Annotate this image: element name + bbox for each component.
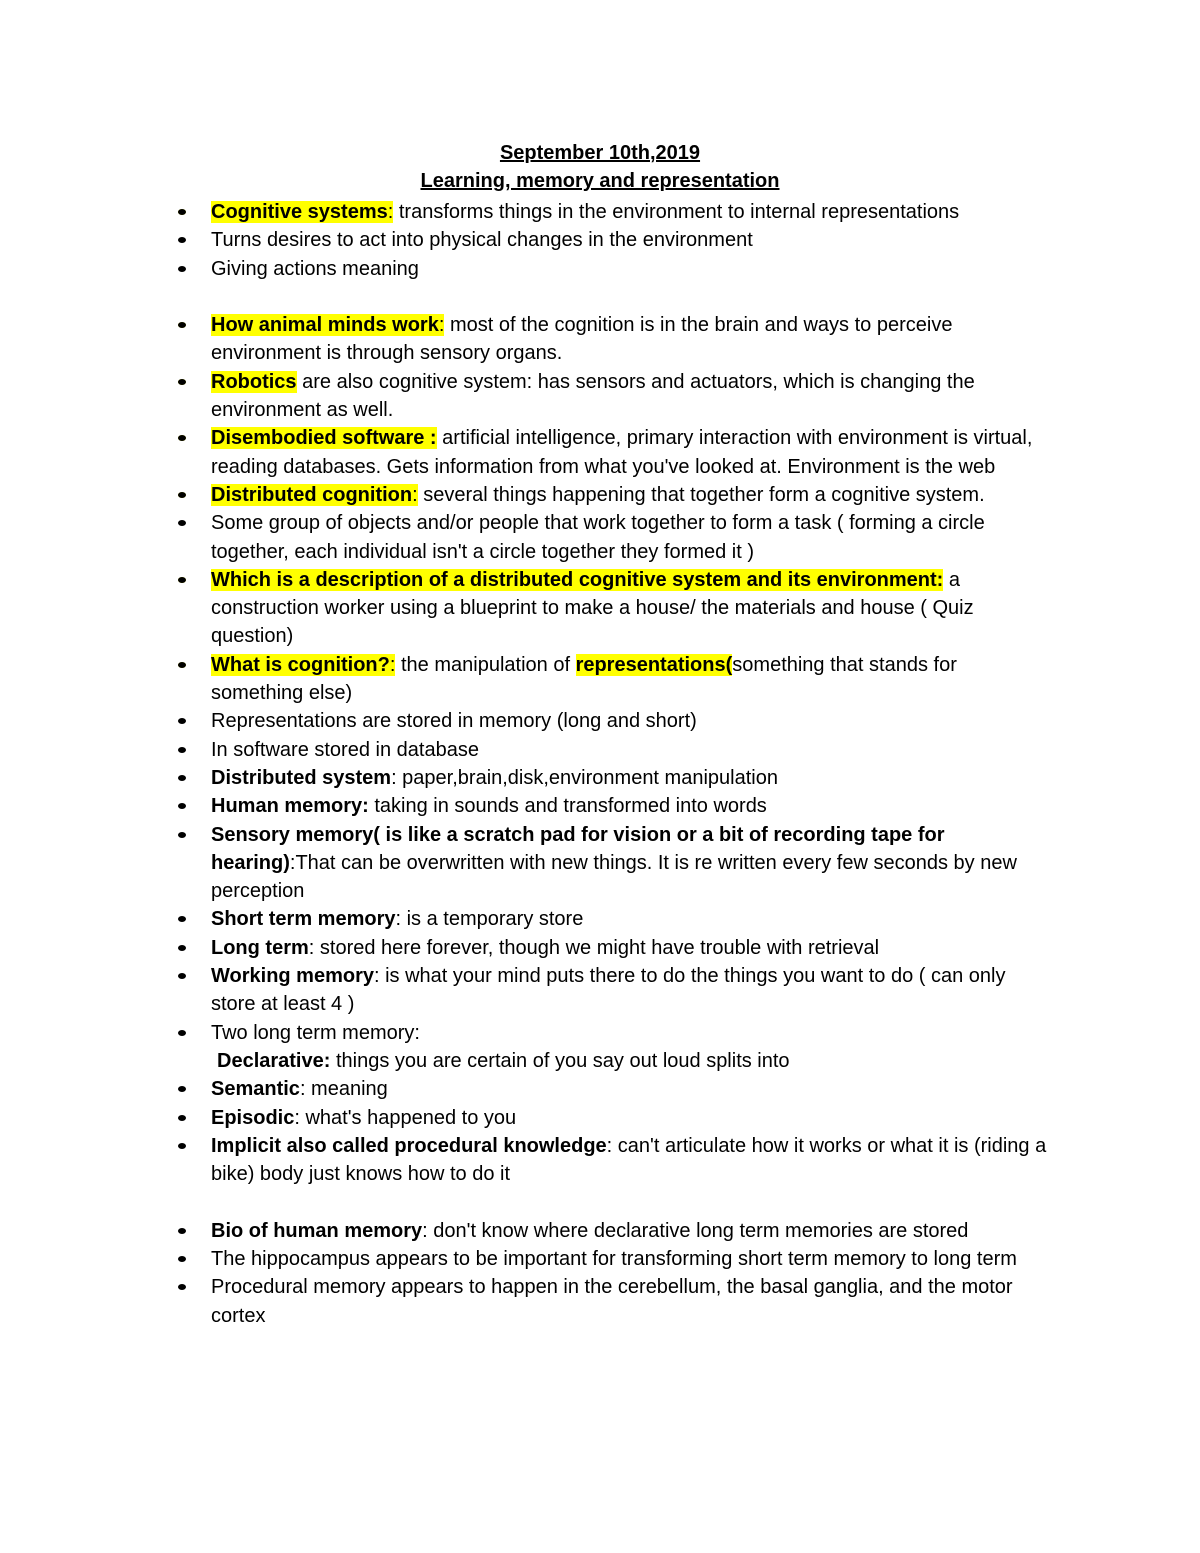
list-item (0, 481, 1200, 509)
list-item (0, 255, 1200, 283)
item-text: : don't know where declarative long term memories are stored (422, 1219, 969, 1242)
bullet-icon (178, 577, 186, 583)
item-text: several things happening that together form a cognitive system. (417, 483, 985, 506)
list-item (0, 962, 1200, 1019)
term-working-memory: Working memory (211, 965, 374, 988)
list-item (0, 792, 1200, 820)
term-separator: : (438, 314, 445, 337)
item-text: Representations are stored in memory (long and short) (211, 710, 697, 733)
bullet-icon (178, 775, 186, 781)
term-sensory-memory: Sensory memory( is like a scratch pad for vision or a bit of recording tape for hearing) (211, 823, 945, 874)
item-text: : meaning (299, 1078, 388, 1101)
bullet-icon (178, 1143, 186, 1149)
bullet-icon (178, 718, 186, 724)
spacer (0, 1188, 1200, 1216)
bullet-icon (178, 1086, 186, 1092)
term-implicit: Implicit also called procedural knowledge (211, 1134, 607, 1157)
bullet-icon (178, 916, 186, 922)
list-item (0, 1245, 1200, 1273)
item-text: the manipulation of (395, 653, 576, 676)
term-robotics: Robotics (211, 370, 297, 393)
item-text: In software stored in database (211, 738, 479, 761)
item-text: : paper,brain,disk,environment manipulation (391, 766, 778, 789)
list-item (0, 736, 1200, 764)
bullet-icon (178, 237, 186, 243)
item-text: artificial intelligence, primary interaction with environment is virtual, reading databases. Gets information from what you've looked at. Environment is the web (211, 427, 1033, 478)
term-distributed-system: Distributed system (211, 766, 392, 789)
list-item (0, 1217, 1200, 1245)
list-item (0, 226, 1200, 254)
bullet-icon (178, 435, 186, 441)
term-representations: representations( (575, 653, 733, 676)
item-text: a construction worker using a blueprint to make a house/ the materials and house ( Quiz question) (211, 568, 974, 648)
bullet-icon (178, 803, 186, 809)
bullet-icon (178, 1256, 186, 1262)
document-title: Learning, memory and representation (420, 170, 780, 192)
list-item (0, 311, 1200, 368)
list-item-unbulleted (0, 1047, 1200, 1075)
item-text: : what's happened to you (294, 1106, 517, 1129)
bullet-icon (178, 747, 186, 753)
item-text: Two long term memory: (211, 1021, 420, 1044)
list-item (0, 566, 1200, 651)
term-human-memory: Human memory: (211, 795, 369, 818)
item-text: Giving actions meaning (211, 257, 419, 280)
term-quiz-question: Which is a description of a distributed cognitive system and its environment: (211, 568, 944, 591)
bullet-icon (178, 379, 186, 385)
list-item (0, 934, 1200, 962)
list-item (0, 198, 1200, 226)
item-text: transforms things in the environment to internal representations (393, 201, 960, 223)
bullet-icon (178, 973, 186, 979)
term-episodic: Episodic (211, 1106, 295, 1129)
item-text: : can't articulate how it works or what it is (riding a bike) body just knows how to do it (211, 1134, 1047, 1186)
term-how-animal-minds-work: How animal minds work (211, 314, 439, 337)
bullet-icon (178, 322, 186, 328)
list-item (0, 764, 1200, 792)
item-text: :That can be overwritten with new things. It is re written every few seconds by new perception (211, 851, 1017, 903)
bullet-icon (178, 492, 186, 498)
bullet-icon (178, 1284, 186, 1290)
document-date: September 10th,2019 (499, 142, 701, 164)
list-item (0, 368, 1200, 425)
spacer (0, 283, 1200, 311)
term-separator: : (412, 483, 418, 506)
bullet-icon (178, 209, 186, 215)
list-item (0, 509, 1200, 566)
term-declarative: Declarative: (217, 1049, 331, 1072)
term-cognitive-systems: Cognitive systems (211, 201, 388, 223)
notes-list (0, 198, 1200, 1330)
bullet-icon (178, 662, 186, 668)
item-text: things you are certain of you say out loud splits into (330, 1049, 790, 1072)
item-text: Turns desires to act into physical changes in the environment (211, 229, 753, 252)
list-item (0, 707, 1200, 735)
list-item (0, 1075, 1200, 1103)
item-text: Some group of objects and/or people that work together to form a task ( forming a circle together, each individual isn't a circle together they formed it ) (211, 512, 985, 563)
item-text: : is what your mind puts there to do the things you want to do ( can only store at least 4 ) (211, 965, 1006, 1016)
term-bio-of-human-memory: Bio of human memory (211, 1219, 423, 1242)
item-text: The hippocampus appears to be important for transforming short term memory to long term (211, 1247, 1017, 1270)
item-text: Procedural memory appears to happen in the cerebellum, the basal ganglia, and the motor cortex (211, 1276, 1013, 1327)
term-distributed-cognition: Distributed cognition (211, 483, 413, 506)
term-short-term-memory: Short term memory (211, 908, 396, 931)
list-item (0, 651, 1200, 708)
term-separator: : (387, 201, 394, 223)
item-text: : stored here forever, though we might have trouble with retrieval (308, 936, 880, 959)
item-text: most of the cognition is in the brain and ways to perceive environment is through sensory organs. (211, 314, 953, 365)
bullet-icon (178, 520, 186, 526)
term-long-term: Long term (211, 936, 309, 959)
list-item (0, 1019, 1200, 1047)
bullet-icon (178, 945, 186, 951)
term-what-is-cognition: What is cognition? (211, 653, 390, 676)
bullet-icon (178, 832, 186, 838)
item-text: something that stands for something else) (211, 653, 957, 705)
bullet-icon (178, 266, 186, 272)
list-item (0, 821, 1200, 906)
item-text: taking in sounds and transformed into words (368, 795, 767, 818)
list-item (0, 905, 1200, 933)
term-separator: : (389, 653, 396, 676)
bullet-icon (178, 1030, 186, 1036)
list-item (0, 1132, 1200, 1189)
bullet-icon (178, 1115, 186, 1121)
item-text: are also cognitive system: has sensors and actuators, which is changing the environment as well. (211, 370, 975, 422)
bullet-icon (178, 1228, 186, 1234)
list-item (0, 1104, 1200, 1132)
term-disembodied-software: Disembodied software : (211, 427, 437, 450)
list-item (0, 1273, 1200, 1330)
item-text: : is a temporary store (395, 908, 584, 931)
list-item (0, 424, 1200, 481)
term-semantic: Semantic (211, 1078, 300, 1101)
